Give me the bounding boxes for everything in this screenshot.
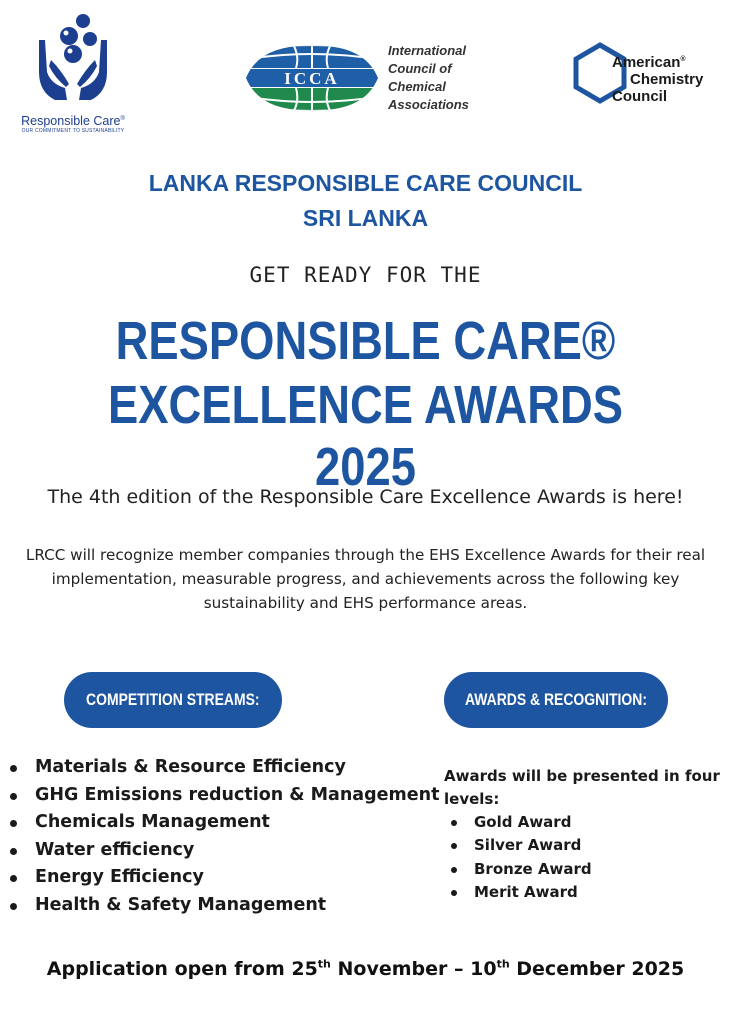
hands-holding-molecule-icon: [33, 12, 113, 112]
icca-logo: [242, 40, 492, 120]
icca-wordmark: ICCA: [284, 69, 340, 88]
intro-lead: The 4th edition of the Responsible Care Excellence Awards is here!: [47, 486, 684, 508]
rc-logo-mark: ®: [120, 115, 125, 122]
country-name: SRI LANKA: [302, 205, 429, 231]
list-item: Materials & Resource Efficiency: [8, 754, 439, 782]
list-item: GHG Emissions reduction & Management: [8, 782, 439, 810]
awards-intro-text: Awards will be presented in four levels:: [444, 767, 720, 808]
list-item: Water efficiency: [8, 837, 439, 865]
rc-logo-tagline: OUR COMMITMENT TO SUSTAINABILITY: [21, 128, 125, 134]
competition-streams-list: [8, 754, 439, 919]
list-item: Health & Safety Management: [8, 892, 439, 920]
icca-line-1: International: [388, 43, 467, 58]
icca-line-4: Associations: [388, 97, 469, 112]
list-item: Merit Award: [448, 881, 592, 904]
icca-line-2: Council of: [388, 61, 452, 76]
application-dates: Application open from 25th November – 10th December 2025: [46, 957, 685, 980]
competition-streams-heading: COMPETITION STREAMS:: [64, 672, 282, 728]
list-item: Silver Award: [448, 834, 592, 857]
acc-line-1: American: [612, 54, 681, 71]
list-item: Gold Award: [448, 811, 592, 834]
icca-line-3: Chemical: [388, 79, 446, 94]
awards-levels-list: [448, 811, 592, 904]
awards-recognition-heading: AWARDS & RECOGNITION:: [444, 672, 668, 728]
acc-line-3: Council: [612, 88, 667, 105]
acc-line-2: Chemistry: [630, 71, 704, 88]
list-item: Bronze Award: [448, 858, 592, 881]
rc-logo-title: Responsible Care: [21, 114, 121, 128]
list-item: Chemicals Management: [8, 809, 439, 837]
icca-globe-icon: [242, 42, 382, 114]
intro-body: LRCC will recognize member companies through the EHS Excellence Awards for their real implementation, measurable progress, and achievements across the following key sustainability and EHS performance areas.: [25, 546, 706, 612]
responsible-care-logo: [14, 12, 132, 142]
acc-logo-mark: ®: [680, 56, 686, 63]
council-name: LANKA RESPONSIBLE CARE COUNCIL: [148, 170, 583, 196]
get-ready-heading: GET READY FOR THE: [249, 263, 482, 287]
award-title-line-1: RESPONSIBLE CARE®: [115, 311, 616, 371]
list-item: Energy Efficiency: [8, 864, 439, 892]
award-title-line-2: EXCELLENCE AWARDS 2025: [108, 375, 623, 497]
acc-logo: [566, 38, 726, 118]
